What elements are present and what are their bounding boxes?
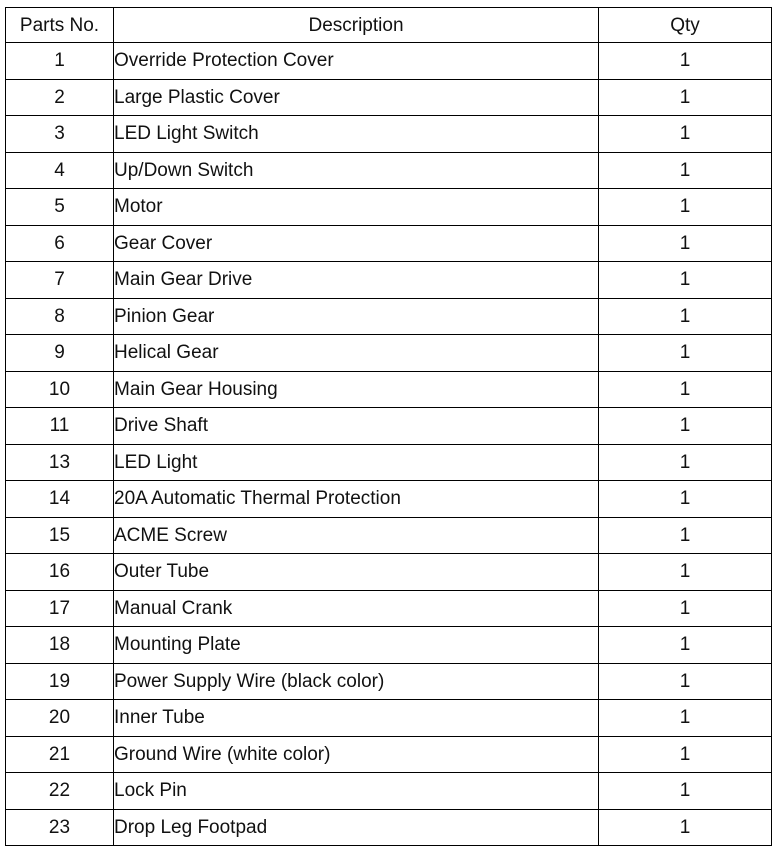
part-number-cell: 3 [6, 116, 114, 153]
part-description-cell: Mounting Plate [114, 627, 599, 664]
part-description-cell: Drive Shaft [114, 408, 599, 445]
part-number-cell: 23 [6, 809, 114, 846]
table-row [6, 371, 772, 408]
part-number-cell: 11 [6, 408, 114, 445]
table-row [6, 809, 772, 846]
table-row [6, 408, 772, 445]
part-qty-cell: 1 [599, 262, 772, 299]
table-row [6, 517, 772, 554]
table-row [6, 225, 772, 262]
table-row [6, 736, 772, 773]
table-row [6, 262, 772, 299]
part-description-cell: ACME Screw [114, 517, 599, 554]
part-qty-cell: 1 [599, 444, 772, 481]
part-number-cell: 10 [6, 371, 114, 408]
part-description-cell: Up/Down Switch [114, 152, 599, 189]
table-header-row [6, 8, 772, 43]
part-number-cell: 13 [6, 444, 114, 481]
part-number-cell: 9 [6, 335, 114, 372]
part-qty-cell: 1 [599, 116, 772, 153]
part-description-cell: LED Light Switch [114, 116, 599, 153]
part-description-cell: Ground Wire (white color) [114, 736, 599, 773]
part-number-cell: 16 [6, 554, 114, 591]
part-number-cell: 19 [6, 663, 114, 700]
part-qty-cell: 1 [599, 298, 772, 335]
part-description-cell: Motor [114, 189, 599, 226]
part-qty-cell: 1 [599, 590, 772, 627]
table-row [6, 43, 772, 80]
table-body [6, 43, 772, 846]
part-qty-cell: 1 [599, 554, 772, 591]
part-description-cell: LED Light [114, 444, 599, 481]
part-description-cell: 20A Automatic Thermal Protection [114, 481, 599, 518]
table-row [6, 298, 772, 335]
part-description-cell: Outer Tube [114, 554, 599, 591]
part-qty-cell: 1 [599, 335, 772, 372]
part-qty-cell: 1 [599, 700, 772, 737]
part-number-cell: 2 [6, 79, 114, 116]
part-qty-cell: 1 [599, 371, 772, 408]
part-qty-cell: 1 [599, 79, 772, 116]
part-number-cell: 8 [6, 298, 114, 335]
table-row [6, 700, 772, 737]
part-qty-cell: 1 [599, 43, 772, 80]
part-description-cell: Large Plastic Cover [114, 79, 599, 116]
part-description-cell: Lock Pin [114, 773, 599, 810]
part-qty-cell: 1 [599, 736, 772, 773]
part-number-cell: 1 [6, 43, 114, 80]
part-number-cell: 5 [6, 189, 114, 226]
header-description: Description [114, 8, 599, 43]
part-qty-cell: 1 [599, 627, 772, 664]
table-row [6, 590, 772, 627]
part-description-cell: Main Gear Housing [114, 371, 599, 408]
header-qty: Qty [599, 8, 772, 43]
table-row [6, 189, 772, 226]
table-row [6, 116, 772, 153]
table-row [6, 627, 772, 664]
part-number-cell: 20 [6, 700, 114, 737]
table-row [6, 152, 772, 189]
table-row [6, 773, 772, 810]
part-description-cell: Power Supply Wire (black color) [114, 663, 599, 700]
part-number-cell: 4 [6, 152, 114, 189]
part-qty-cell: 1 [599, 189, 772, 226]
part-number-cell: 14 [6, 481, 114, 518]
part-description-cell: Helical Gear [114, 335, 599, 372]
part-qty-cell: 1 [599, 152, 772, 189]
table-row [6, 444, 772, 481]
part-qty-cell: 1 [599, 517, 772, 554]
part-description-cell: Inner Tube [114, 700, 599, 737]
table-row [6, 481, 772, 518]
part-description-cell: Manual Crank [114, 590, 599, 627]
table-row [6, 79, 772, 116]
table-row [6, 663, 772, 700]
header-parts-no: Parts No. [6, 8, 114, 43]
part-description-cell: Pinion Gear [114, 298, 599, 335]
part-qty-cell: 1 [599, 408, 772, 445]
part-description-cell: Override Protection Cover [114, 43, 599, 80]
part-qty-cell: 1 [599, 773, 772, 810]
part-description-cell: Gear Cover [114, 225, 599, 262]
part-number-cell: 7 [6, 262, 114, 299]
table-row [6, 554, 772, 591]
part-description-cell: Main Gear Drive [114, 262, 599, 299]
part-number-cell: 15 [6, 517, 114, 554]
part-number-cell: 18 [6, 627, 114, 664]
part-number-cell: 22 [6, 773, 114, 810]
part-qty-cell: 1 [599, 481, 772, 518]
part-qty-cell: 1 [599, 809, 772, 846]
table-row [6, 335, 772, 372]
part-number-cell: 21 [6, 736, 114, 773]
parts-list-table [5, 7, 772, 846]
part-number-cell: 17 [6, 590, 114, 627]
part-qty-cell: 1 [599, 663, 772, 700]
part-qty-cell: 1 [599, 225, 772, 262]
part-description-cell: Drop Leg Footpad [114, 809, 599, 846]
part-number-cell: 6 [6, 225, 114, 262]
